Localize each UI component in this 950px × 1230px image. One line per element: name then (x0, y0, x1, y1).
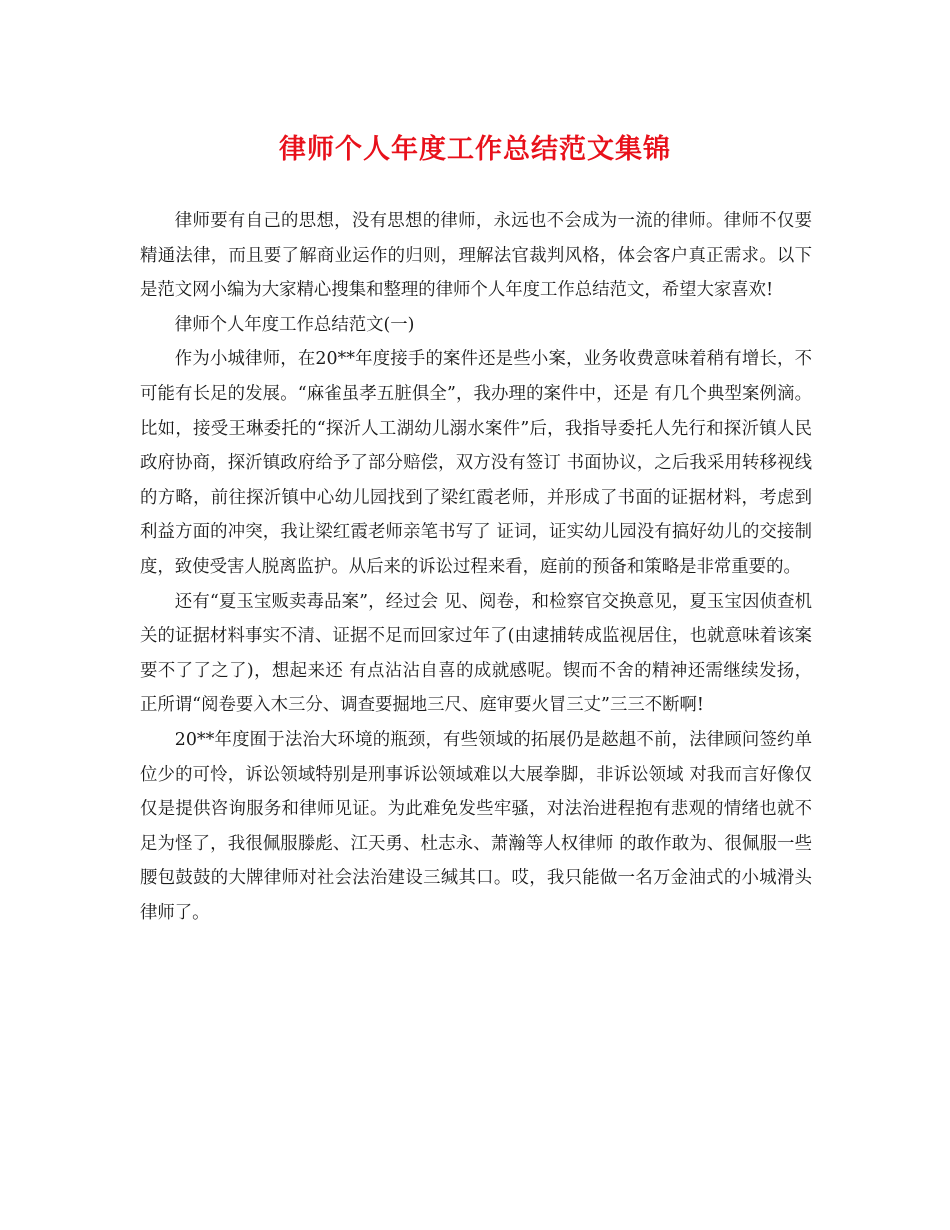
document-title: 律师个人年度工作总结范文集锦 (279, 134, 671, 165)
paragraph-drug-case: 还有“夏玉宝贩卖毒品案”，经过会 见、阅卷，和检察官交换意见，夏玉宝因侦查机关的证据材料事实不清、证据不足而回家过年了(由逮捕转成监视居住，也就意味着该案要不了了之了)，想起来还 有点沾沾自喜的成就感呢。锲而不舍的精神还需继续发扬，正所谓“阅卷要入木三分、调查要掘地三尺、庭审要火冒三丈”三三不断啊! (140, 591, 812, 716)
paragraph-reflection: 20**年度囿于法治大环境的瓶颈，有些领域的拓展仍是趑趄不前，法律顾问签约单位少的可怜，诉讼领域特别是刑事诉讼领域难以大展拳脚，非诉讼领域 对我而言好像仅仅是提供咨询服务和律师见证。为此难免发些牢骚，对法治进程抱有悲观的情绪也就不足为怪了，我很佩服滕彪、江天勇、杜志永、萧瀚等人权律师 的敢作敢为、很佩服一些腰包鼓鼓的大牌律师对社会法治建设三缄其口。哎，我只能做一名万金油式的小城滑头律师了。 (140, 729, 812, 923)
section-heading: 律师个人年度工作总结范文(一) (174, 314, 415, 335)
paragraph-cases: 作为小城律师，在20**年度接手的案件还是些小案，业务收费意味着稍有增长，不可能有长足的发展。“麻雀虽孝五脏俱全”，我办理的案件中，还是 有几个典型案例滴。比如，接受王琳委托的“探沂人工湖幼儿溺水案件”后，我指导委托人先行和探沂镇人民政府协商，探沂镇政府给予了部分赔偿，双方没有签订 书面协议，之后我采用转移视线的方略，前往探沂镇中心幼儿园找到了梁红霞老师，并形成了书面的证据材料，考虑到利益方面的冲突，我让梁红霞老师亲笔书写了 证词，证实幼儿园没有搞好幼儿的交接制度，致使受害人脱离监护。从后来的诉讼过程来看，庭前的预备和策略是非常重要的。 (140, 349, 812, 577)
document-body (140, 204, 812, 930)
paragraph-intro: 律师要有自己的思想，没有思想的律师，永远也不会成为一流的律师。律师不仅要精通法律，而且要了解商业运作的归则，理解法官裁判风格，体会客户真正需求。以下是范文网小编为大家精心搜集和整理的律师个人年度工作总结范文，希望大家喜欢! (140, 211, 812, 301)
